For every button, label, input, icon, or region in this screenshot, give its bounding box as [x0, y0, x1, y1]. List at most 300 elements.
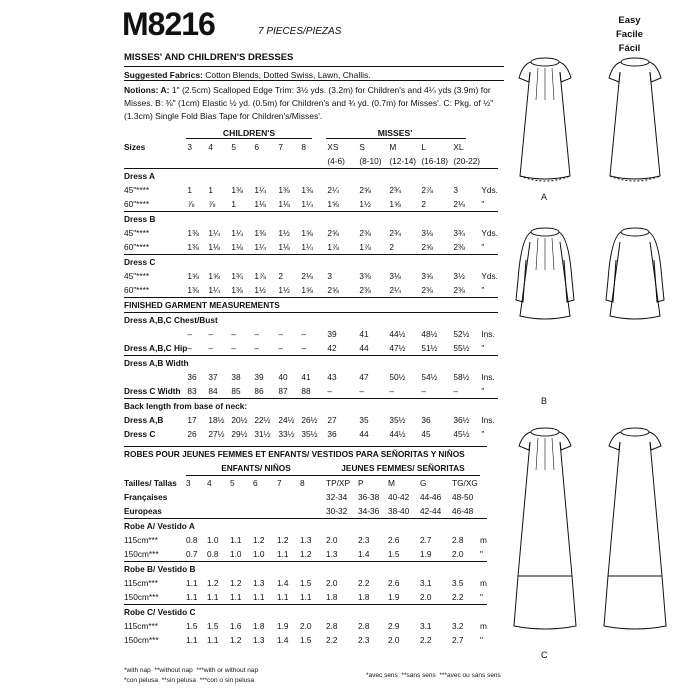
unit-cell: " [481, 429, 485, 439]
footnotes-en: *with nap **without nap ***with or without nap [124, 667, 259, 674]
value-cell: 1⅝ [187, 271, 199, 281]
value-cell: 1.2 [230, 635, 242, 645]
value-cell: 35½ [301, 429, 318, 439]
table-row [124, 269, 498, 283]
value-cell: 2⅜ [421, 285, 433, 295]
table-row [124, 533, 487, 547]
value-cell: 3½ [453, 271, 465, 281]
value-cell: – [301, 343, 306, 353]
table-row [124, 283, 498, 298]
value-cell: – [278, 343, 283, 353]
pattern-number: M8216 [122, 6, 215, 42]
size-range-cell: 36-38 [358, 492, 380, 502]
row-label: Dress A,B [124, 415, 164, 425]
table-row [124, 370, 498, 384]
value-cell: 48½ [421, 329, 438, 339]
value-cell: 47 [359, 372, 369, 382]
value-cell: 84 [208, 386, 218, 396]
size-range-cell: (12-14) [389, 156, 417, 166]
value-cell: 44½ [389, 329, 406, 339]
size-cell: 8 [300, 478, 305, 488]
size-cell: G [420, 478, 427, 488]
table-row [124, 313, 498, 328]
table-cell [230, 490, 253, 504]
unit-cell: Yds. [481, 228, 498, 238]
size-cell: 7 [277, 478, 282, 488]
value-cell: 2.8 [452, 535, 464, 545]
unit-cell: " [481, 386, 485, 396]
value-cell: – [254, 343, 259, 353]
table-row [124, 327, 498, 341]
size-cell: 6 [253, 478, 258, 488]
table-row [124, 605, 487, 620]
value-cell: – [359, 386, 364, 396]
row-label: Robe A/ Vestido A [124, 521, 195, 531]
value-cell: 2⅛ [453, 199, 465, 209]
value-cell: 36 [327, 429, 337, 439]
value-cell: 1 [208, 185, 213, 195]
value-cell: 1.1 [277, 549, 289, 559]
value-cell: 1.5 [300, 635, 312, 645]
value-cell: 2¾ [389, 185, 401, 195]
size-cell: TP/XP [326, 478, 350, 488]
value-cell: 3⅛ [421, 228, 433, 238]
value-cell: 1⅛ [231, 242, 243, 252]
value-cell: 2.8 [326, 621, 338, 631]
value-cell: 1.5 [300, 578, 312, 588]
table-cell [186, 490, 207, 504]
value-cell: 39 [327, 329, 337, 339]
unit-cell: " [481, 199, 485, 209]
value-cell: 2¼ [327, 185, 339, 195]
table-row [124, 519, 487, 534]
value-cell: 1¼ [208, 228, 220, 238]
childrens-heading: CHILDREN'S [222, 128, 276, 138]
size-cell: 4 [208, 142, 213, 152]
value-cell: 1⅛ [278, 199, 290, 209]
value-cell: 1⅛ [278, 242, 290, 252]
row-label: 115cm*** [124, 621, 158, 631]
suggested-fabrics [124, 70, 371, 80]
size-range-cell: 38-40 [388, 506, 410, 516]
value-cell: 50½ [389, 372, 406, 382]
value-cell: 35½ [389, 415, 406, 425]
value-cell: 1.3 [253, 578, 265, 588]
value-cell: 1⅝ [301, 228, 313, 238]
table-row [124, 427, 498, 441]
row-label: Back length from base of neck: [124, 401, 248, 411]
value-cell: 1½ [278, 228, 290, 238]
value-cell: 1.8 [326, 592, 338, 602]
value-cell: 2¼ [389, 285, 401, 295]
size-range-cell: 46-48 [452, 506, 474, 516]
value-cell: 1 [231, 199, 236, 209]
value-cell: 1.5 [186, 621, 198, 631]
value-cell: 1.2 [207, 578, 219, 588]
value-cell: – [187, 329, 192, 339]
value-cell: 26 [187, 429, 197, 439]
value-cell: 2⅝ [327, 228, 339, 238]
size-cell: M [389, 142, 397, 152]
value-cell: 1.1 [300, 592, 312, 602]
table-cell [300, 490, 326, 504]
value-cell: 45 [421, 429, 431, 439]
value-cell: 1.1 [207, 592, 219, 602]
table-cell [231, 154, 254, 169]
value-cell: 1¼ [231, 228, 243, 238]
value-cell: 0.7 [186, 549, 198, 559]
table-cell [124, 370, 187, 384]
value-cell: ⅞ [187, 199, 195, 209]
value-cell: 3 [453, 185, 458, 195]
value-cell: 39 [254, 372, 264, 382]
table-cell [124, 327, 187, 341]
value-cell: 37 [208, 372, 218, 382]
table-cell [124, 461, 186, 476]
dress-c-front-illustration [510, 420, 580, 640]
size-cell: 3 [186, 478, 191, 488]
table-cell [278, 154, 301, 169]
value-cell: – [278, 329, 283, 339]
value-cell: 1.1 [186, 592, 198, 602]
row-label: 150cm*** [124, 592, 159, 602]
value-cell: 2⅜ [453, 285, 465, 295]
value-cell: 36 [187, 372, 197, 382]
value-cell: 2⅝ [327, 285, 339, 295]
value-cell: 2 [278, 271, 283, 281]
value-cell: 86 [254, 386, 264, 396]
table-row [124, 399, 498, 414]
size-range-cell: 48-50 [452, 492, 474, 502]
value-cell: 1⅝ [327, 199, 339, 209]
value-cell: 1½ [278, 285, 290, 295]
value-cell: 2.2 [420, 635, 432, 645]
divider [124, 80, 504, 81]
size-range-cell: (4-6) [327, 156, 345, 166]
dress-a-back-illustration [600, 50, 670, 190]
table-cell [230, 504, 253, 519]
value-cell: 1⅜ [278, 185, 290, 195]
value-cell: 1.9 [388, 592, 400, 602]
value-cell: 44 [359, 343, 369, 353]
divider [124, 66, 504, 67]
table-row [124, 633, 487, 647]
value-cell: 2.7 [420, 535, 432, 545]
value-cell: 1.3 [253, 635, 265, 645]
table-row [124, 447, 487, 462]
table-cell [480, 504, 487, 519]
size-range-cell: 42-44 [420, 506, 442, 516]
jeunes-heading: JEUNES FEMMES/ SEÑORITAS [326, 461, 480, 476]
size-cell: S [359, 142, 365, 152]
value-cell: 2¾ [389, 228, 401, 238]
size-cell: 7 [278, 142, 283, 152]
value-cell: 1⅛ [208, 242, 220, 252]
value-cell: 1.4 [277, 635, 289, 645]
value-cell: – [421, 386, 426, 396]
value-cell: 3.5 [452, 578, 464, 588]
footnotes-fr: *avec sens **sans sens ***avec ou sans sens [366, 672, 501, 679]
value-cell: 1¼ [254, 185, 266, 195]
value-cell: 2.6 [388, 535, 400, 545]
value-cell: 1.6 [230, 621, 242, 631]
value-cell: 1.1 [253, 592, 265, 602]
row-label: Dress C [124, 257, 156, 267]
value-cell: 2.6 [388, 578, 400, 588]
row-label: ROBES POUR JEUNES FEMMES ET ENFANTS/ VESTIDOS PARA SEÑORITAS Y NIÑOS [124, 449, 465, 459]
divider [326, 138, 466, 139]
table-row [124, 341, 498, 356]
unit-cell: Ins. [481, 372, 495, 382]
size-range-cell: (20-22) [453, 156, 481, 166]
value-cell: 2⅜ [359, 285, 371, 295]
fabrics-label: Suggested Fabrics: [124, 70, 203, 80]
value-cell: 1.1 [230, 535, 242, 545]
table-row [124, 226, 498, 240]
value-cell: – [453, 386, 458, 396]
value-cell: 35 [359, 415, 369, 425]
table-cell [277, 504, 300, 519]
table-row [124, 576, 487, 590]
sizes-row [124, 476, 487, 491]
table-cell [186, 504, 207, 519]
value-cell: 55½ [453, 343, 470, 353]
table-cell [124, 154, 187, 169]
size-range-cell: 44-46 [420, 492, 442, 502]
table-cell [301, 154, 327, 169]
value-cell: 2⅝ [359, 185, 371, 195]
value-cell: 1¾ [231, 271, 243, 281]
size-range-cell: 40-42 [388, 492, 410, 502]
table-row [124, 197, 498, 212]
value-cell: 2 [389, 242, 394, 252]
value-cell: 3.2 [452, 621, 464, 631]
dress-c-back-illustration [600, 420, 670, 640]
value-cell: – [208, 329, 213, 339]
size-range-cell: (8-10) [359, 156, 382, 166]
row-label: 150cm*** [124, 635, 159, 645]
size-range-row [124, 504, 487, 519]
size-range-cell: 32-34 [326, 492, 348, 502]
value-cell: 1¼ [301, 242, 313, 252]
value-cell: 1.4 [277, 578, 289, 588]
unit-cell: " [480, 592, 483, 602]
value-cell: 58½ [453, 372, 470, 382]
value-cell: 41 [301, 372, 311, 382]
table-row [124, 169, 498, 184]
unit-cell: " [480, 635, 483, 645]
value-cell: 83 [187, 386, 197, 396]
level-fr: Facile [616, 29, 643, 40]
table-row [124, 255, 498, 270]
row-label: 115cm*** [124, 578, 158, 588]
value-cell: 1⅜ [254, 228, 266, 238]
pattern-title: MISSES' AND CHILDREN'S DRESSES [124, 52, 294, 63]
figure-label-a: A [541, 192, 548, 202]
value-cell: 33½ [278, 429, 295, 439]
value-cell: 44 [359, 429, 369, 439]
value-cell: 1.5 [388, 549, 400, 559]
value-cell: – [231, 343, 236, 353]
value-cell: 1.5 [207, 621, 219, 631]
value-cell: 1.2 [300, 549, 312, 559]
table-row [124, 619, 487, 633]
row-label: 60"**** [124, 242, 150, 252]
table-row [124, 562, 487, 577]
value-cell: 2⅝ [421, 242, 433, 252]
table-cell [481, 140, 498, 154]
value-cell: 43 [327, 372, 337, 382]
size-cell: 4 [207, 478, 212, 488]
value-cell: 1⅜ [231, 285, 243, 295]
size-range-cell: (16-18) [421, 156, 449, 166]
value-cell: 87 [278, 386, 288, 396]
row-label: FINISHED GARMENT MEASUREMENTS [124, 300, 280, 310]
unit-cell: " [481, 285, 485, 295]
unit-cell: " [481, 242, 485, 252]
value-cell: 2.3 [358, 635, 370, 645]
value-cell: 1.3 [300, 535, 312, 545]
row-label: Tailles/ Tallas [124, 477, 177, 488]
footnotes-es: *con pelusa **sin pelusa ***con o sin pelusa [124, 677, 255, 684]
dress-b-back-illustration [600, 220, 670, 390]
value-cell: 36 [421, 415, 431, 425]
value-cell: 2.9 [388, 621, 400, 631]
value-cell: 1¼ [208, 285, 220, 295]
value-cell: – [254, 329, 259, 339]
fabrics-text: Cotton Blends, Dotted Swiss, Lawn, Challis. [205, 70, 371, 80]
table-cell [300, 504, 326, 519]
divider [186, 138, 312, 139]
value-cell: 2⅜ [453, 242, 465, 252]
unit-cell: m [480, 578, 487, 588]
value-cell: 1.2 [277, 535, 289, 545]
value-cell: 1½ [359, 199, 371, 209]
unit-cell: Ins. [481, 329, 495, 339]
value-cell: 20½ [231, 415, 248, 425]
value-cell: 2⅞ [421, 185, 433, 195]
size-cell: XL [453, 142, 464, 152]
value-cell: 1 [187, 185, 192, 195]
table-row [124, 590, 487, 605]
notions [124, 84, 506, 123]
value-cell: 1⅞ [359, 242, 371, 252]
value-cell: 1.1 [277, 592, 289, 602]
size-cell: P [358, 478, 364, 488]
value-cell: 1.4 [358, 549, 370, 559]
french-yardage-table [124, 446, 487, 647]
value-cell: 17 [187, 415, 197, 425]
row-label: 150cm*** [124, 549, 159, 559]
value-cell: 2⅛ [301, 271, 313, 281]
value-cell: 1.0 [207, 535, 219, 545]
table-cell [254, 154, 278, 169]
table-cell [480, 461, 487, 476]
value-cell: 2.3 [358, 535, 370, 545]
value-cell: 1.1 [230, 592, 242, 602]
size-cell: 8 [301, 142, 306, 152]
value-cell: 51½ [421, 343, 438, 353]
value-cell: 2.0 [326, 578, 338, 588]
value-cell: 36½ [453, 415, 470, 425]
value-cell: – [187, 343, 192, 353]
row-label: 60"**** [124, 199, 150, 209]
value-cell: 88 [301, 386, 311, 396]
value-cell: 1.2 [253, 535, 265, 545]
value-cell: 41 [359, 329, 369, 339]
dress-b-front-illustration [510, 220, 580, 390]
value-cell: 2.0 [420, 592, 432, 602]
value-cell: 3 [327, 271, 332, 281]
table-row [124, 356, 498, 371]
row-label: Dress C Width [124, 386, 181, 396]
row-label: Françaises [124, 492, 168, 502]
value-cell: 1⅛ [254, 199, 266, 209]
table-cell [187, 154, 208, 169]
value-cell: 1⅝ [301, 285, 313, 295]
value-cell: 2.0 [300, 621, 312, 631]
value-cell: 18½ [208, 415, 225, 425]
row-label: Sizes [124, 142, 146, 152]
value-cell: 1½ [254, 285, 266, 295]
value-cell: 1.3 [326, 549, 338, 559]
size-cell: 3 [187, 142, 192, 152]
unit-cell: " [480, 549, 483, 559]
value-cell: 1.0 [253, 549, 265, 559]
value-cell: 3¾ [453, 228, 465, 238]
value-cell: 42 [327, 343, 337, 353]
value-cell: 40 [278, 372, 288, 382]
table-cell [480, 490, 487, 504]
value-cell: 2.0 [326, 535, 338, 545]
value-cell: 2 [421, 199, 426, 209]
notions-label: Notions: A: [124, 85, 170, 95]
row-label: Dress A [124, 171, 156, 181]
value-cell: 2.2 [358, 578, 370, 588]
row-label: Dress B [124, 214, 156, 224]
table-cell [207, 504, 230, 519]
size-cell: L [421, 142, 426, 152]
figure-label-b: B [541, 396, 548, 406]
row-label: 60"**** [124, 285, 150, 295]
misses-heading: MISSES' [377, 128, 413, 138]
enfants-heading: ENFANTS/ NIÑOS [186, 461, 326, 476]
value-cell: 3⅝ [421, 271, 433, 281]
value-cell: 2.0 [388, 635, 400, 645]
value-cell: 47½ [389, 343, 406, 353]
value-cell: – [327, 386, 332, 396]
unit-cell: " [481, 343, 485, 353]
table-row [124, 240, 498, 255]
value-cell: 1⅜ [231, 185, 243, 195]
size-range-cell: 34-36 [358, 506, 380, 516]
value-cell: 52½ [453, 329, 470, 339]
size-cell: M [388, 478, 395, 488]
row-label: Dress A,B,C Hip [124, 343, 188, 353]
value-cell: 1¼ [301, 199, 313, 209]
english-yardage-table [124, 140, 498, 441]
value-cell: 24½ [278, 415, 295, 425]
row-label: 45"**** [124, 228, 150, 238]
table-cell [253, 490, 277, 504]
size-cell: 5 [230, 478, 235, 488]
value-cell: 1⅜ [187, 285, 199, 295]
value-cell: 1¼ [254, 242, 266, 252]
value-cell: 22½ [254, 415, 271, 425]
table-row [124, 413, 498, 427]
value-cell: 3⅜ [359, 271, 371, 281]
size-cell: XS [327, 142, 339, 152]
